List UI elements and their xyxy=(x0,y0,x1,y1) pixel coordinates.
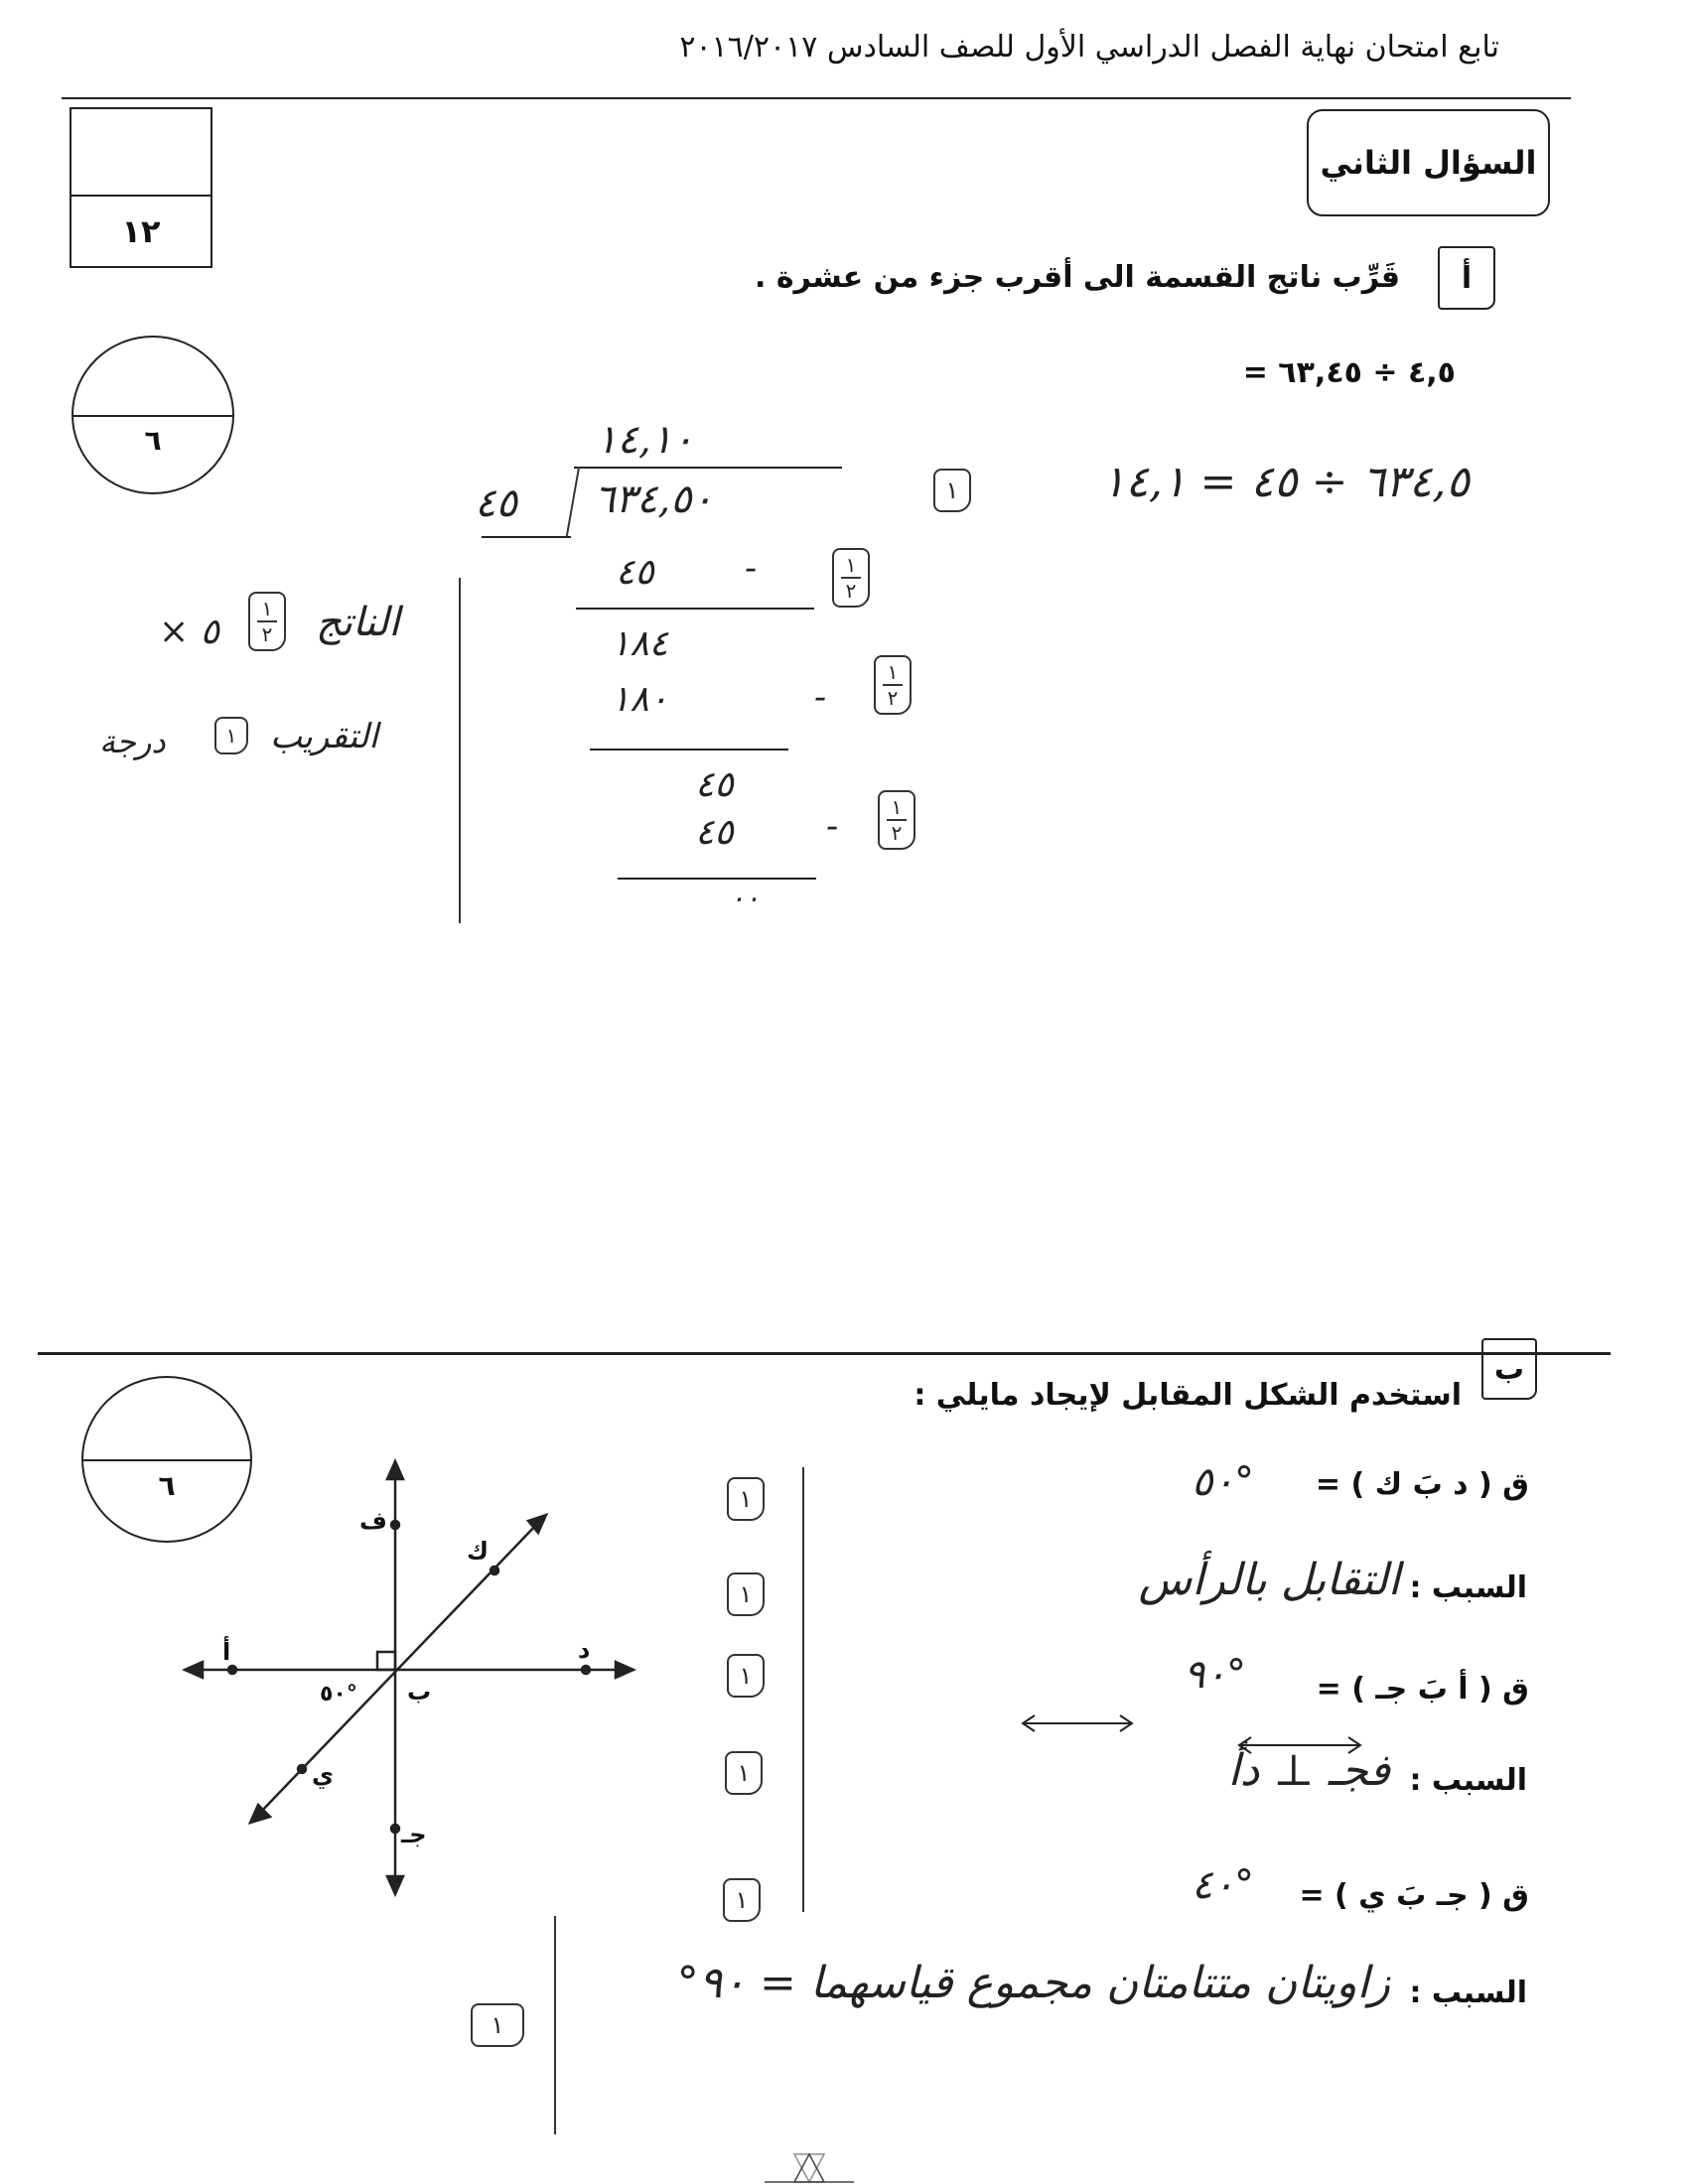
hw-step-5-mark: ١ ٢ xyxy=(878,790,915,850)
hw-result-line: ٦٣٤,٥ ÷ ٤٥ = ١٤,١ xyxy=(1101,457,1470,507)
angle-abj-label: ق ( أ بَ جـ ) = xyxy=(1316,1672,1529,1706)
question-title: السؤال الثاني xyxy=(1307,109,1550,216)
reason-2-label: السبب : xyxy=(1409,1763,1527,1798)
marks-separator xyxy=(802,1467,804,1912)
step-rule-1 xyxy=(576,608,814,610)
division-bar xyxy=(574,467,842,469)
hw-step-3: ١٨٠ xyxy=(611,679,669,720)
angle-jby-mark: ١ xyxy=(723,1878,761,1922)
hw-result-mark: ١ xyxy=(933,469,971,512)
hw-step-2: ١٨٤ xyxy=(611,623,669,664)
hw-dividend: ٦٣٤,٥٠ xyxy=(594,477,714,522)
division-bracket xyxy=(566,467,580,536)
note-result-mark: ١ ٢ xyxy=(248,592,286,651)
reason-2-mark: ١ xyxy=(725,1751,763,1795)
hw-step-3-op: - xyxy=(814,677,827,718)
angle-jby-label: ق ( جـ بَ ي ) = xyxy=(1299,1878,1529,1913)
total-score-top xyxy=(71,109,211,197)
note-rounding-mark: ١ xyxy=(214,717,248,754)
part-a-score: ٦ xyxy=(144,424,162,458)
angle-abj-answer: ٩٠° xyxy=(1184,1652,1246,1698)
step-rule-2 xyxy=(590,749,788,751)
angle-dbk-label: ق ( د بَ ك ) = xyxy=(1315,1467,1529,1502)
angle-jby-answer: ٤٠° xyxy=(1192,1862,1254,1908)
part-b-letter: ب xyxy=(1481,1338,1537,1400)
hw-divisor: ٤٥ xyxy=(475,480,517,526)
part-a-score-circle xyxy=(71,336,234,494)
part-a-letter: أ xyxy=(1438,246,1495,310)
reason-3-mark: ١ xyxy=(471,2003,524,2047)
point-f-label: ف xyxy=(359,1507,387,1535)
section-rule xyxy=(38,1352,1611,1355)
reason-1-label: السبب : xyxy=(1409,1570,1527,1605)
hw-step-4: ٤٥ xyxy=(695,764,734,805)
reason-2-answer: فجـ ⊥ دأ xyxy=(1227,1745,1390,1796)
hw-step-5-op: - xyxy=(826,806,839,847)
point-a-label: أ xyxy=(222,1638,231,1666)
note-rounding-label: التقريب xyxy=(270,717,378,756)
division-base xyxy=(482,536,571,538)
hw-step-1-mark: ١ ٢ xyxy=(832,548,870,608)
part-a-equation: = ٤,٥ ÷ ٦٣,٤٥ xyxy=(1242,355,1456,390)
note-result-label: الناتج xyxy=(316,600,400,645)
note-rounding-unit: درجة xyxy=(99,723,166,760)
hw-step-1-op: - xyxy=(745,548,758,589)
angle-50-label: ٥٠° xyxy=(320,1682,357,1706)
angle-dbk-mark: ١ xyxy=(727,1477,765,1521)
notes-separator xyxy=(459,578,461,923)
reason-1-mark: ١ xyxy=(727,1572,765,1616)
point-y-label: ي xyxy=(312,1761,334,1789)
emblem-icon xyxy=(755,2152,864,2184)
part-b-instruction: استخدم الشكل المقابل لإيجاد مايلي : xyxy=(914,1378,1462,1413)
hw-step-3-mark: ١ ٢ xyxy=(874,655,912,715)
step-rule-3 xyxy=(618,878,816,880)
hw-step-5: ٤٥ xyxy=(695,812,734,853)
point-j-label: جـ xyxy=(401,1821,427,1848)
reason-3-label: السبب : xyxy=(1409,1976,1527,2010)
hw-quotient: ١٤,١٠ xyxy=(596,417,694,463)
reason-3-separator xyxy=(554,1916,556,2134)
part-b-score: ٦ xyxy=(158,1468,176,1502)
angle-abj-mark: ١ xyxy=(727,1654,765,1698)
point-k-label: ك xyxy=(467,1537,489,1565)
total-score-box xyxy=(70,107,212,268)
reason-3-answer: زاويتان متتامتان مجموع قياسهما = ٩٠° xyxy=(676,1958,1390,2008)
point-b-label: ب xyxy=(407,1678,432,1706)
page-header-title: تابع امتحان نهاية الفصل الدراسي الأول للصف السادس ٢٠١٦/٢٠١٧ xyxy=(679,30,1499,65)
note-result-times: × ٥ xyxy=(159,612,219,652)
reason-1-answer: التقابل بالرأس xyxy=(1138,1555,1400,1605)
part-a-instruction: قَرِّب ناتج القسمة الى أقرب جزء من عشرة . xyxy=(754,260,1400,295)
angle-dbk-answer: ٥٠° xyxy=(1192,1459,1254,1505)
hw-step-1: ٤٥ xyxy=(616,552,654,593)
total-score-bottom: ١٢ xyxy=(121,212,161,250)
hw-step-6: ٠٠ xyxy=(730,882,761,914)
header-rule xyxy=(62,97,1571,99)
point-d-label: د xyxy=(578,1636,591,1664)
